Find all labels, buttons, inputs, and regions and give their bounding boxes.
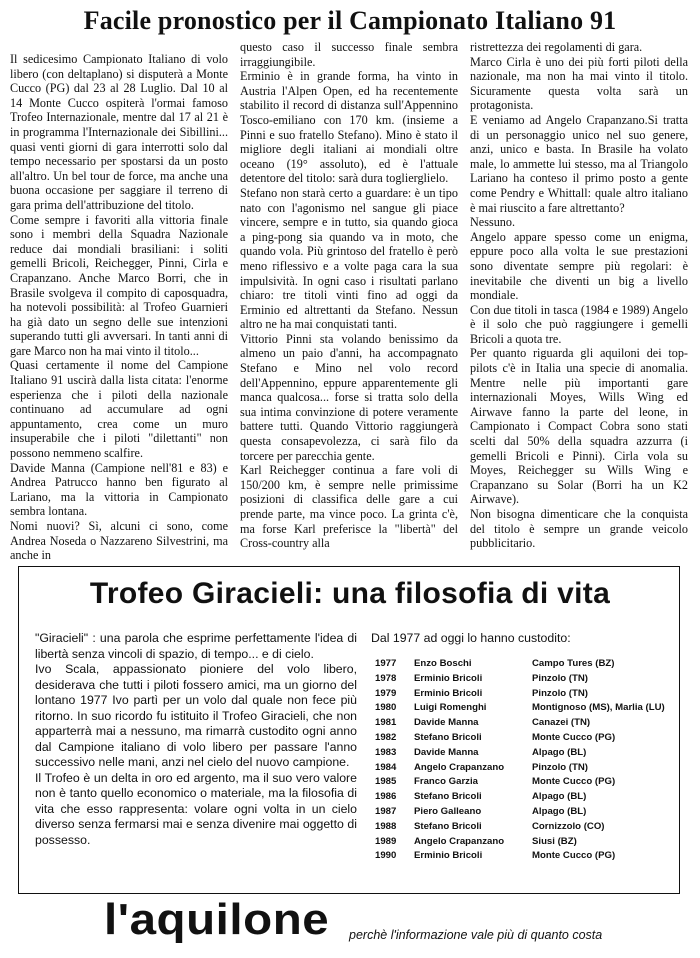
- winner-year: 1977: [375, 658, 397, 669]
- winner-name: Erminio Bricoli: [414, 672, 483, 684]
- winner-year: 1983: [375, 746, 397, 758]
- article-paragraph: Non bisogna dimenticare che la conquista del titolo è sempre un grande veicolo pubblicitario.: [470, 507, 688, 551]
- winner-place: Alpago (BL): [532, 791, 587, 803]
- article-paragraph: E veniamo ad Angelo Crapanzano.Si tratta di un personaggio unico nel suo genere, anzi, unico e basta. In Brasile ha volato male, lo ammette lui stesso, ma al Triangolo Lariano ha conteso il primo posto a gente come Pendry e Whittall: quale altro italiano è mai riuscito a fare altrettanto?: [470, 112, 688, 215]
- winner-year: 1984: [375, 761, 397, 773]
- magazine-tagline: perchè l'informazione vale più di quanto costa: [349, 928, 603, 942]
- article-paragraph: Erminio è in grande forma, ha vinto in Austria l'Alpen Open, ed ha recentemente stabilito il record di distanza sull'Appennino Tosco-emiliano con 170 km. (insieme a Pinni e suo fratello Stefano). Mino è stato il migliore degli italiani ai mondiali oltre oceano (19° assoluto), ed è l'attuale detentore del titolo: sarà dura toglierglielo.: [240, 69, 458, 186]
- winner-place: Alpago (BL): [532, 746, 587, 758]
- winner-row: [375, 717, 675, 732]
- article-paragraph: Quasi certamente il nome del Campione Italiano 91 uscirà dalla lista citata: l'enorme esperienza che i piloti della nazionale continuano ad accumulare ad ogni appuntamento, crea come un muro insuperabile che i piloti "dilettanti" non possono nemmeno scalfire.: [10, 358, 228, 461]
- winner-year: 1987: [375, 805, 397, 817]
- article-paragraph: Nomi nuovi? Sì, alcuni ci sono, come Andrea Noseda o Nazzareno Silvestrini, ma anche in: [10, 519, 228, 563]
- winner-name: Erminio Bricoli: [414, 850, 483, 862]
- winners-intro: Dal 1977 ad oggi lo hanno custodito:: [371, 631, 571, 645]
- winner-year: 1978: [375, 672, 397, 684]
- winner-year: 1985: [375, 776, 397, 788]
- article-paragraph: Per quanto riguarda gli aquiloni dei top-pilots c'è in Italia una specie di anomalia. Mentre nelle più importanti gare internazionali Moyes, Wills Wing ed Airwave fanno la parte del leone, in Campionato i Compact Cobra sono stati scelti dal 50% della squadra azzurra (i gemelli Bricoli e Pinni). Cirla vola su Moyes, Reichegger su Wills Wing e Crapanzano su Solar (Borri ha un K2 Airwave).: [470, 346, 688, 507]
- winner-place: Monte Cucco (PG): [532, 850, 616, 862]
- winner-place: Cornizzolo (CO): [532, 820, 605, 832]
- winner-row: [375, 673, 675, 688]
- winner-name: Angelo Crapanzano: [414, 835, 505, 847]
- winner-row: [375, 747, 675, 762]
- winner-row: [375, 836, 675, 851]
- winner-year: 1981: [375, 717, 397, 729]
- article-paragraph: Nessuno.: [470, 215, 516, 230]
- article-paragraph: Con due titoli in tasca (1984 e 1989) Angelo è il solo che può raggiungere i gemelli Bricoli a quota tre.: [470, 302, 688, 346]
- winner-name: Luigi Romenghi: [414, 702, 487, 714]
- article-paragraph: Vittorio Pinni sta volando benissimo da almeno un paio d'anni, ha accompagnato Stefano e Mino nel volo record dell'Appennino, eppure apparentemente gli manca qualcosa... forse si tratta solo della sua intima convinzione di potere veramente battere tutti. Quando Vittorio raggiungerà questa consapevolezza, ci sarà filo da torcere per parecchia gente.: [240, 331, 458, 463]
- winner-year: 1986: [375, 791, 397, 803]
- winner-row: [375, 806, 675, 821]
- box-paragraph: Ivo Scala, appassionato pioniere del volo libero, desiderava che tutti i piloti fossero amici, ma un giorno del lontano 1977 Ivo partì per un volo dal quale non fece più ritorno. In suo ricordo fu istituito il Trofeo Giracieli, che non apparterrà mai a nessuno, ma rimarrà custodito ogni anno dal Campione italiano di volo libero per passare l'anno successivo nelle mani, anzi nel cielo del nuovo campione.: [35, 662, 357, 769]
- trofeo-box: [18, 566, 680, 894]
- winner-year: 1988: [375, 820, 397, 832]
- winner-place: Canazei (TN): [532, 717, 591, 729]
- article-paragraph: Il sedicesimo Campionato Italiano di volo libero (con deltaplano) si disputerà a Monte Cucco (PG) dal 23 al 28 Luglio. Dal 10 al 14 Monte Cucco ospiterà l'ormai famoso Trofeo Internazionale, mentre dal 17 al 21 è in programma l'Internazionale dei Sibillini... quasi venti giorni di gara interrotti solo dal tempo necessario per spostarsi da un posto all'altro. Un bel tour de force, ma anche una buona occasione per saggiare il terreno di gara prima dell'attribuzione del titolo.: [10, 52, 228, 212]
- article-paragraph: Come sempre i favoriti alla vittoria finale sono i membri della Squadra Nazionale reduce dai mondiali brasiliani: i soliti gemelli Bricoli, Reichegger, Pinni, Cirla e Crapanzano. Anche Marco Borri, che in Brasile svolgeva il compito di caposquadra, ha notevoli possibilità: al Trofeo Guarnieri ha già dato un segno delle sue intenzioni superando tutti gli avversari. In tanti anni di gare Marco non ha mai vinto il titolo...: [10, 212, 228, 358]
- winner-year: 1980: [375, 702, 397, 714]
- winner-place: Monte Cucco (PG): [532, 776, 616, 788]
- box-paragraph: Il Trofeo è un delta in oro ed argento, ma il suo vero valore non è tanto quello economico o materiale, ma la filosofia di vita che esso rappresenta: volare ogni volta in un cielo diverso senza fermarsi mai e senza divenire mai oggetto di possesso.: [35, 770, 357, 847]
- box-text: [35, 631, 357, 848]
- winner-name: Erminio Bricoli: [414, 687, 483, 699]
- winner-name: Davide Manna: [414, 746, 479, 758]
- winner-name: Enzo Boschi: [414, 658, 472, 669]
- winner-place: Campo Tures (BZ): [532, 658, 615, 669]
- magazine-logo: l'aquilone: [104, 895, 330, 944]
- box-title: Trofeo Giracieli: una filosofia di vita: [89, 577, 611, 610]
- winner-place: Montignoso (MS), Marlia (LU): [532, 702, 665, 714]
- winner-place: Pinzolo (TN): [532, 761, 588, 773]
- article-column-3: [470, 40, 688, 551]
- winner-year: 1979: [375, 687, 397, 699]
- winner-row: [375, 658, 675, 673]
- winner-year: 1989: [375, 835, 397, 847]
- article-headline: Facile pronostico per il Campionato Italiano 91: [83, 6, 617, 35]
- winner-row: [375, 821, 675, 836]
- winner-row: [375, 791, 675, 806]
- winner-name: Stefano Bricoli: [414, 791, 482, 803]
- winner-row: [375, 762, 675, 777]
- winner-name: Franco Garzia: [414, 776, 478, 788]
- winner-name: Stefano Bricoli: [414, 820, 482, 832]
- article-paragraph: Stefano non starà certo a guardare: è un tipo nato con l'agonismo nel sangue gli piace vincere, sempre e in tutto, sia quando gioca a ping-pong sia quando va in moto, che quando vola. Più grintoso del fratello è però meno riflessivo e a volte paga cara la sua impulsività. In ogni caso i risultati parlano chiaro: tre titoli vinti fino ad oggi da Erminio ed altrettanti da Stefano. Nessun altro ne ha mai conquistati tanti.: [240, 185, 458, 332]
- winner-row: [375, 702, 675, 717]
- article-paragraph: questo caso il successo finale sembra irraggiungibile.: [240, 40, 458, 69]
- winner-row: [375, 688, 675, 703]
- winner-place: Pinzolo (TN): [532, 672, 588, 684]
- article-paragraph: Angelo appare spesso come un enigma, eppure poco alla volta le sue prestazioni sono diventate sempre più regolari: è inevitabile che diventi un big a livello mondiale.: [470, 229, 688, 303]
- article-paragraph: Marco Cirla è uno dei più forti piloti della nazionale, ma non ha mai vinto il titolo. Sicuramente questa volta sarà un protagonista.: [470, 54, 688, 113]
- article-paragraph: Davide Manna (Campione nell'81 e 83) e Andrea Patrucco hanno ben figurato al Lariano, ma la vittoria in Campionato sembra lontana.: [10, 460, 228, 519]
- article-paragraph: ristrettezza dei regolamenti di gara.: [470, 40, 643, 54]
- winner-year: 1982: [375, 731, 397, 743]
- winner-place: Siusi (BZ): [532, 835, 577, 847]
- winner-year: 1990: [375, 850, 397, 862]
- winner-name: Piero Galleano: [414, 805, 482, 817]
- winner-row: [375, 732, 675, 747]
- article-column-2: [240, 40, 458, 551]
- winner-row: [375, 776, 675, 791]
- winners-list: [375, 658, 675, 865]
- box-paragraph: "Giracieli" : una parola che esprime perfettamente l'idea di libertà senza vincoli di spazio, di tempo... e di cielo.: [35, 631, 357, 661]
- winner-place: Alpago (BL): [532, 805, 587, 817]
- winner-row: [375, 850, 675, 865]
- winner-place: Pinzolo (TN): [532, 687, 588, 699]
- winner-name: Stefano Bricoli: [414, 731, 482, 743]
- winner-place: Monte Cucco (PG): [532, 731, 616, 743]
- article-paragraph: Karl Reichegger continua a fare voli di 150/200 km, è sempre nelle primissime posizioni di classifica delle gare a cui prende parte, ma vince poco. La grinta c'è, ma forse Karl preferisce la "libertà" del Cross-country alla: [240, 463, 458, 551]
- article-column-1: [10, 52, 228, 563]
- winner-name: Davide Manna: [414, 717, 479, 729]
- winner-name: Angelo Crapanzano: [414, 761, 505, 773]
